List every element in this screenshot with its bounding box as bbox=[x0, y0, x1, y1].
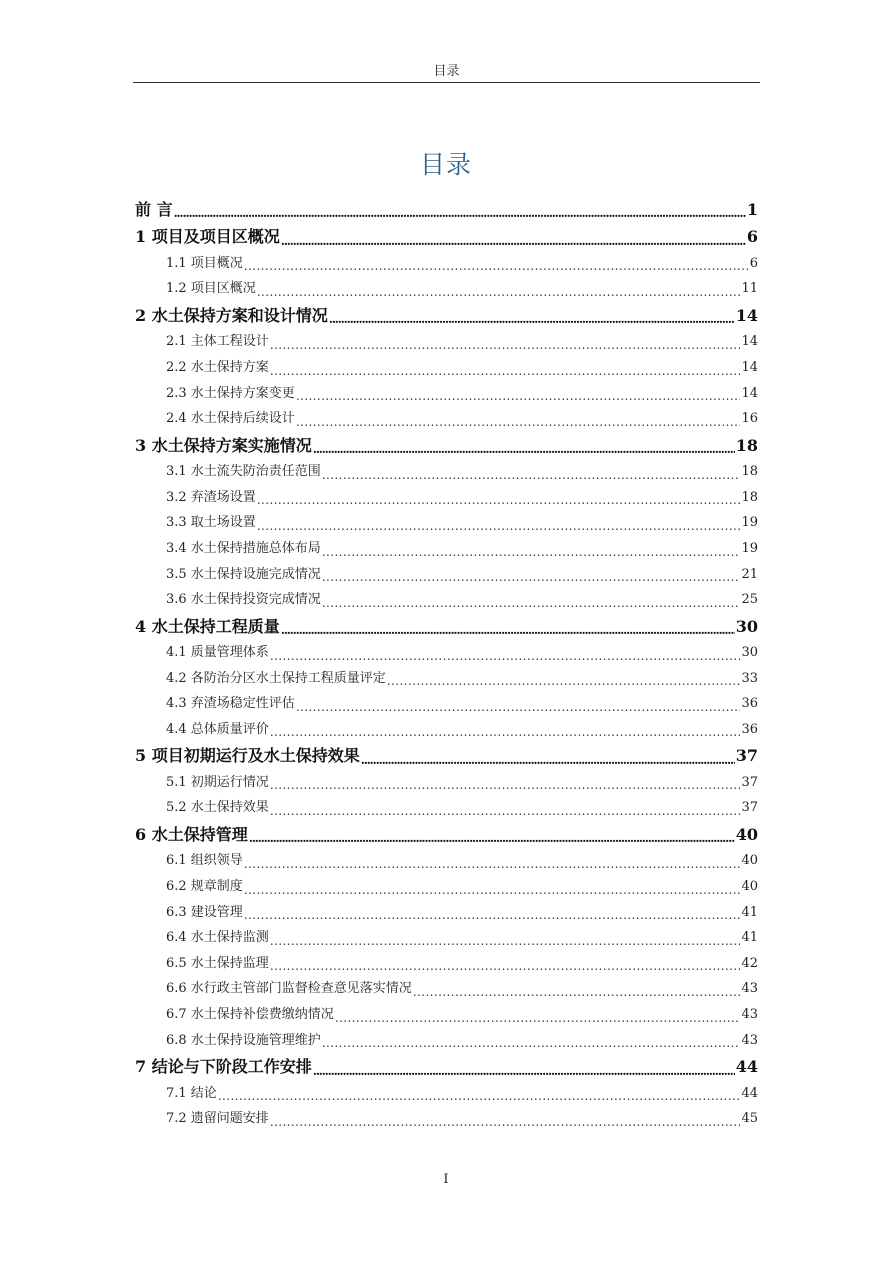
toc-section-entry[interactable] bbox=[135, 562, 758, 588]
toc-entry-page-number: 41 bbox=[741, 904, 758, 920]
toc-entry-label: 6.6 水行政主管部门监督检查意见落实情况 bbox=[166, 981, 412, 997]
toc-chapter-entry[interactable] bbox=[135, 821, 758, 848]
toc-dot-leader bbox=[257, 516, 741, 536]
toc-section-entry[interactable] bbox=[135, 355, 758, 381]
toc-entry-label: 6.3 建设管理 bbox=[166, 904, 243, 920]
toc-entry-label: 5.1 初期运行情况 bbox=[166, 774, 269, 790]
toc-section-entry[interactable] bbox=[135, 406, 758, 432]
toc-section-entry[interactable] bbox=[135, 459, 758, 485]
toc-dot-leader bbox=[270, 801, 741, 821]
toc-dot-leader bbox=[244, 256, 749, 276]
toc-entry-label: 2 水土保持方案和设计情况 bbox=[135, 305, 328, 325]
toc-chapter-entry[interactable] bbox=[135, 223, 758, 250]
toc-entry-page-number: 44 bbox=[741, 1085, 758, 1101]
toc-section-entry[interactable] bbox=[135, 510, 758, 536]
toc-entry-label: 3.2 弃渣场设置 bbox=[166, 489, 256, 505]
toc-section-entry[interactable] bbox=[135, 874, 758, 900]
toc-title: 目录 bbox=[419, 150, 472, 179]
toc-entry-label: 6.8 水土保持设施管理维护 bbox=[166, 1032, 321, 1048]
toc-entry-page-number: 6 bbox=[749, 255, 758, 271]
toc-entry-label: 3.1 水土流失防治责任范围 bbox=[166, 464, 321, 480]
toc-entry-label: 2.3 水土保持方案变更 bbox=[166, 385, 295, 401]
toc-entry-label: 5.2 水土保持效果 bbox=[166, 800, 269, 816]
toc-chapter-entry[interactable] bbox=[135, 196, 758, 223]
toc-entry-label: 4.4 总体质量评价 bbox=[166, 721, 269, 737]
toc-dot-leader bbox=[270, 722, 741, 742]
toc-entry-label: 4.2 各防治分区水土保持工程质量评定 bbox=[166, 670, 386, 686]
toc-entry-label: 7 结论与下阶段工作安排 bbox=[135, 1057, 312, 1077]
toc-entry-label: 5 项目初期运行及水土保持效果 bbox=[135, 746, 360, 766]
toc-section-entry[interactable] bbox=[135, 1081, 758, 1107]
toc-dot-leader bbox=[387, 671, 741, 691]
toc-entry-page-number: 18 bbox=[741, 464, 758, 480]
toc-entry-label: 1 项目及项目区概况 bbox=[135, 227, 280, 247]
toc-chapter-entry[interactable] bbox=[135, 432, 758, 459]
toc-chapter-entry[interactable] bbox=[135, 302, 758, 329]
toc-entry-page-number: 37 bbox=[741, 774, 758, 790]
toc-section-entry[interactable] bbox=[135, 1002, 758, 1028]
toc-entry-label: 4.1 质量管理体系 bbox=[166, 645, 269, 661]
toc-entry-page-number: 1 bbox=[746, 199, 758, 219]
toc-section-entry[interactable] bbox=[135, 848, 758, 874]
toc-dot-leader bbox=[244, 854, 741, 874]
toc-entry-page-number: 19 bbox=[741, 540, 758, 556]
toc-entry-label: 1.2 项目区概况 bbox=[166, 281, 256, 297]
toc-entry-page-number: 21 bbox=[741, 566, 758, 582]
toc-section-entry[interactable] bbox=[135, 691, 758, 717]
toc-dot-leader bbox=[174, 203, 746, 223]
toc-dot-leader bbox=[270, 361, 741, 381]
toc-entry-page-number: 45 bbox=[741, 1111, 758, 1127]
toc-section-entry[interactable] bbox=[135, 276, 758, 302]
toc-dot-leader bbox=[270, 335, 741, 355]
toc-entry-label: 6 水土保持管理 bbox=[135, 825, 248, 845]
toc-entry-label: 6.5 水土保持监理 bbox=[166, 955, 269, 971]
toc-entry-label: 7.1 结论 bbox=[166, 1085, 217, 1101]
toc-dot-leader bbox=[296, 386, 741, 406]
toc-entry-page-number: 14 bbox=[741, 385, 758, 401]
toc-entry-label: 6.1 组织领导 bbox=[166, 853, 243, 869]
toc-dot-leader bbox=[313, 439, 735, 459]
toc-section-entry[interactable] bbox=[135, 381, 758, 407]
toc-entry-page-number: 40 bbox=[735, 825, 758, 845]
toc-dot-leader bbox=[413, 982, 741, 1002]
toc-dot-leader bbox=[322, 1033, 741, 1053]
toc-entry-page-number: 40 bbox=[741, 879, 758, 895]
toc-entry-label: 3.4 水土保持措施总体布局 bbox=[166, 540, 321, 556]
toc-entry-page-number: 19 bbox=[741, 515, 758, 531]
toc-dot-leader bbox=[322, 465, 741, 485]
toc-entry-page-number: 14 bbox=[741, 359, 758, 375]
toc-entry-label: 7.2 遗留问题安排 bbox=[166, 1111, 269, 1127]
toc-entry-page-number: 6 bbox=[746, 227, 758, 247]
toc-section-entry[interactable] bbox=[135, 951, 758, 977]
toc-entry-label: 3 水土保持方案实施情况 bbox=[135, 435, 312, 455]
toc-section-entry[interactable] bbox=[135, 666, 758, 692]
toc-section-entry[interactable] bbox=[135, 640, 758, 666]
page-number: I bbox=[443, 1172, 449, 1187]
toc-entry-page-number: 37 bbox=[735, 746, 758, 766]
toc-chapter-entry[interactable] bbox=[135, 1053, 758, 1080]
toc-dot-leader bbox=[257, 490, 741, 510]
toc-chapter-entry[interactable] bbox=[135, 742, 758, 769]
toc-section-entry[interactable] bbox=[135, 1106, 758, 1132]
toc-section-entry[interactable] bbox=[135, 770, 758, 796]
toc-dot-leader bbox=[322, 567, 741, 587]
toc-entry-page-number: 14 bbox=[735, 305, 758, 325]
toc-entry-page-number: 11 bbox=[741, 281, 758, 297]
toc-dot-leader bbox=[296, 412, 741, 432]
toc-dot-leader bbox=[296, 697, 741, 717]
toc-entry-page-number: 33 bbox=[741, 670, 758, 686]
toc-section-entry[interactable] bbox=[135, 329, 758, 355]
toc-dot-leader bbox=[270, 1112, 741, 1132]
toc-entry-label: 2.1 主体工程设计 bbox=[166, 334, 269, 350]
table-of-contents bbox=[135, 196, 758, 1132]
toc-entry-page-number: 30 bbox=[741, 645, 758, 661]
toc-entry-page-number: 44 bbox=[735, 1057, 758, 1077]
toc-entry-label: 3.3 取土场设置 bbox=[166, 515, 256, 531]
toc-entry-page-number: 42 bbox=[741, 955, 758, 971]
toc-entry-page-number: 37 bbox=[741, 800, 758, 816]
toc-entry-label: 6.7 水土保持补偿费缴纳情况 bbox=[166, 1006, 334, 1022]
toc-entry-page-number: 36 bbox=[741, 721, 758, 737]
header-rule bbox=[133, 82, 760, 83]
toc-dot-leader bbox=[218, 1086, 741, 1106]
toc-entry-label: 前 言 bbox=[135, 199, 173, 219]
toc-dot-leader bbox=[281, 620, 735, 640]
toc-entry-page-number: 25 bbox=[741, 592, 758, 608]
toc-section-entry[interactable] bbox=[135, 251, 758, 277]
toc-dot-leader bbox=[322, 593, 741, 613]
toc-section-entry[interactable] bbox=[135, 536, 758, 562]
toc-chapter-entry[interactable] bbox=[135, 613, 758, 640]
toc-dot-leader bbox=[257, 282, 741, 302]
toc-entry-page-number: 14 bbox=[741, 334, 758, 350]
toc-entry-page-number: 18 bbox=[735, 435, 758, 455]
toc-entry-page-number: 18 bbox=[741, 489, 758, 505]
toc-dot-leader bbox=[244, 880, 741, 900]
toc-dot-leader bbox=[244, 905, 741, 925]
toc-entry-label: 6.4 水土保持监测 bbox=[166, 930, 269, 946]
toc-entry-label: 2.4 水土保持后续设计 bbox=[166, 411, 295, 427]
toc-section-entry[interactable] bbox=[135, 587, 758, 613]
toc-dot-leader bbox=[270, 956, 741, 976]
toc-entry-page-number: 43 bbox=[741, 981, 758, 997]
toc-entry-label: 4.3 弃渣场稳定性评估 bbox=[166, 696, 295, 712]
toc-section-entry[interactable] bbox=[135, 795, 758, 821]
toc-entry-label: 3.6 水土保持投资完成情况 bbox=[166, 592, 321, 608]
toc-entry-label: 6.2 规章制度 bbox=[166, 879, 243, 895]
toc-entry-page-number: 43 bbox=[741, 1032, 758, 1048]
toc-section-entry[interactable] bbox=[135, 485, 758, 511]
toc-section-entry[interactable] bbox=[135, 1028, 758, 1054]
toc-entry-page-number: 16 bbox=[741, 411, 758, 427]
toc-section-entry[interactable] bbox=[135, 900, 758, 926]
toc-dot-leader bbox=[361, 750, 735, 770]
toc-dot-leader bbox=[281, 231, 746, 251]
toc-dot-leader bbox=[322, 542, 741, 562]
toc-section-entry[interactable] bbox=[135, 925, 758, 951]
running-header: 目录 bbox=[433, 64, 460, 79]
toc-section-entry[interactable] bbox=[135, 717, 758, 743]
toc-dot-leader bbox=[249, 828, 735, 848]
toc-entry-page-number: 36 bbox=[741, 696, 758, 712]
toc-entry-page-number: 30 bbox=[735, 616, 758, 636]
toc-dot-leader bbox=[335, 1008, 741, 1028]
toc-entry-page-number: 40 bbox=[741, 853, 758, 869]
toc-dot-leader bbox=[329, 309, 735, 329]
toc-entry-label: 3.5 水土保持设施完成情况 bbox=[166, 566, 321, 582]
toc-section-entry[interactable] bbox=[135, 976, 758, 1002]
toc-entry-label: 4 水土保持工程质量 bbox=[135, 616, 280, 636]
toc-entry-page-number: 41 bbox=[741, 930, 758, 946]
toc-entry-page-number: 43 bbox=[741, 1006, 758, 1022]
toc-dot-leader bbox=[270, 646, 741, 666]
toc-entry-label: 2.2 水土保持方案 bbox=[166, 359, 269, 375]
toc-entry-label: 1.1 项目概况 bbox=[166, 255, 243, 271]
toc-dot-leader bbox=[270, 931, 741, 951]
toc-dot-leader bbox=[270, 775, 741, 795]
toc-dot-leader bbox=[313, 1061, 735, 1081]
